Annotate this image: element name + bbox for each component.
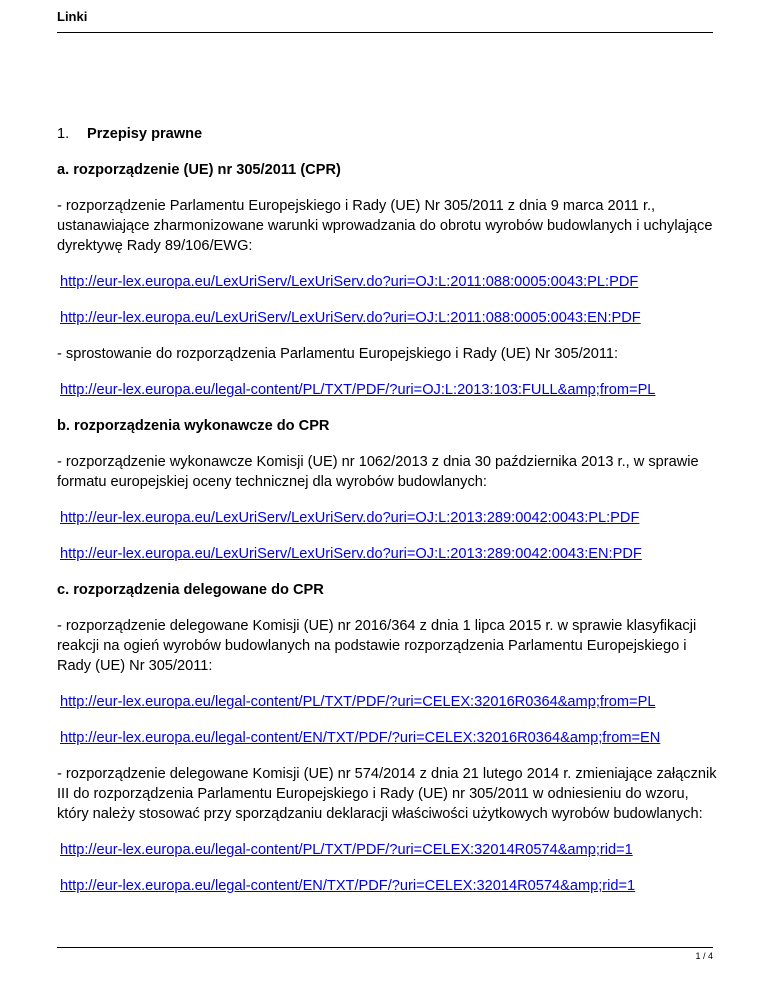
header-divider — [57, 32, 713, 33]
footer-divider — [57, 947, 713, 948]
link-a-3[interactable]: http://eur-lex.europa.eu/legal-content/PL/TXT/PDF/?uri=OJ:L:2013:103:FULL&amp;from=PL — [60, 382, 656, 398]
link-c-2[interactable]: http://eur-lex.europa.eu/legal-content/EN/TXT/PDF/?uri=CELEX:32016R0364&amp;from=EN — [60, 730, 661, 746]
link-a-2[interactable]: http://eur-lex.europa.eu/LexUriServ/LexUriServ.do?uri=OJ:L:2011:088:0005:0043:EN:PDF — [60, 310, 641, 326]
section-number: 1. — [57, 126, 70, 142]
link-b-2[interactable]: http://eur-lex.europa.eu/LexUriServ/LexUriServ.do?uri=OJ:L:2013:289:0042:0043:EN:PDF — [60, 546, 642, 562]
subsection-a-title: a. rozporządzenie (UE) nr 305/2011 (CPR) — [57, 162, 341, 178]
document-body — [57, 124, 717, 896]
subsection-c-title: c. rozporządzenia delegowane do CPR — [57, 582, 324, 598]
section-title: Przepisy prawne — [87, 126, 203, 142]
link-c-3[interactable]: http://eur-lex.europa.eu/legal-content/PL/TXT/PDF/?uri=CELEX:32014R0574&amp;rid=1 — [60, 842, 633, 858]
page-number: 1 / 4 — [695, 951, 713, 961]
link-c-4[interactable]: http://eur-lex.europa.eu/legal-content/EN/TXT/PDF/?uri=CELEX:32014R0574&amp;rid=1 — [60, 878, 636, 894]
section-heading — [57, 124, 717, 144]
subsection-c-item-1: - rozporządzenie delegowane Komisji (UE) nr 2016/364 z dnia 1 lipca 2015 r. w sprawie klasyfikacji reakcji na ogień wyrobów budowlanych na podstawie rozporządzenia Parlamentu Europejskiego i Rady (UE) Nr 305/2011: — [57, 618, 697, 674]
subsection-a-item-1: - rozporządzenie Parlamentu Europejskiego i Rady (UE) Nr 305/2011 z dnia 9 marca 2011 r., ustanawiające zharmonizowane warunki wprowadzania do obrotu wyrobów budowlanych i uchylające dyrektywę Rady 89/106/EWG: — [57, 198, 713, 254]
subsection-a-item-2: - sprostowanie do rozporządzenia Parlamentu Europejskiego i Rady (UE) Nr 305/2011: — [57, 346, 619, 362]
subsection-b-item-1: - rozporządzenie wykonawcze Komisji (UE) nr 1062/2013 z dnia 30 października 2013 r., w sprawie formatu europejskiej oceny technicznej dla wyrobów budowlanych: — [57, 454, 699, 490]
page-header-title: Linki — [57, 9, 88, 24]
link-b-1[interactable]: http://eur-lex.europa.eu/LexUriServ/LexUriServ.do?uri=OJ:L:2013:289:0042:0043:PL:PDF — [60, 510, 640, 526]
link-a-1[interactable]: http://eur-lex.europa.eu/LexUriServ/LexUriServ.do?uri=OJ:L:2011:088:0005:0043:PL:PDF — [60, 274, 639, 290]
subsection-c-item-2: - rozporządzenie delegowane Komisji (UE) nr 574/2014 z dnia 21 lutego 2014 r. zmieniające załącznik III do rozporządzenia Parlamentu Europejskiego i Rady (UE) nr 305/2011 w odniesieniu do wzoru, który należy stosować przy sporządzaniu deklaracji właściwości użytkowych wyrobów budowlanych: — [57, 766, 717, 822]
subsection-b-title: b. rozporządzenia wykonawcze do CPR — [57, 418, 330, 434]
link-c-1[interactable]: http://eur-lex.europa.eu/legal-content/PL/TXT/PDF/?uri=CELEX:32016R0364&amp;from=PL — [60, 694, 656, 710]
